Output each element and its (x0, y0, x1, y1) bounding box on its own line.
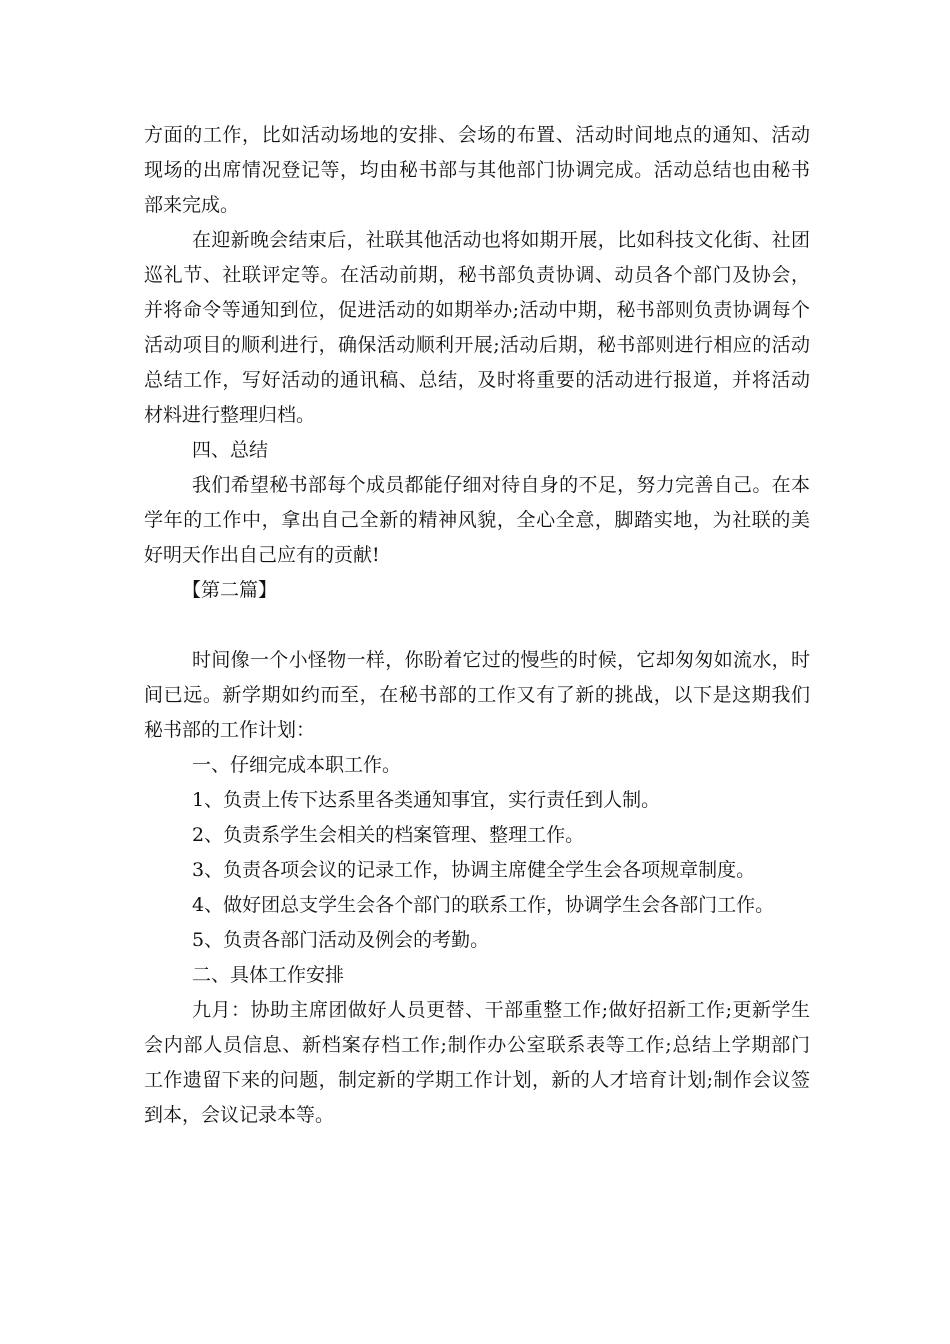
text-line: 会内部人员信息、新档案存档工作;制作办公室联系表等工作;总结上学期部门 (144, 1034, 810, 1056)
text-line: 材料进行整理归档。 (144, 404, 316, 426)
text-line: 二、具体工作安排 (192, 964, 345, 986)
text-line: 好明天作出自己应有的贡献! (144, 544, 380, 566)
section-heading (144, 958, 810, 993)
paragraph (144, 223, 810, 433)
text-line: 一、仔细完成本职工作。 (192, 754, 402, 776)
text-line: 活动项目的顺利进行，确保活动顺利开展;活动后期，秘书部则进行相应的活动 (144, 334, 810, 356)
text-line: 部来完成。 (144, 194, 240, 216)
text-line: 在迎新晚会结束后，社联其他活动也将如期开展，比如科技文化街、社团 (192, 229, 810, 251)
text-line: 到本，会议记录本等。 (144, 1104, 335, 1126)
text-line: 5、负责各部门活动及例会的考勤。 (192, 929, 490, 951)
text-line: 四、总结 (192, 439, 269, 461)
paragraph (144, 993, 810, 1133)
text-line: 并将命令等通知到位，促进活动的如期举办;活动中期，秘书部则负责协调每个 (144, 299, 810, 321)
text-line: 4、做好团总支学生会各个部门的联系工作，协调学生会各部门工作。 (192, 894, 775, 916)
text-line: 2、负责系学生会相关的档案管理、整理工作。 (192, 824, 585, 846)
text-line: 我们希望秘书部每个成员都能仔细对待自身的不足，努力完善自己。在本 (192, 474, 810, 496)
text-line: 时间像一个小怪物一样，你盼着它过的慢些的时候，它却匆匆如流水，时 (192, 649, 810, 671)
list-item (144, 818, 810, 853)
list-item (144, 888, 810, 923)
blank-line (144, 608, 810, 643)
text-line: 方面的工作，比如活动场地的安排、会场的布置、活动时间地点的通知、活动 (144, 124, 810, 146)
part-heading (144, 573, 810, 608)
text-line: 3、负责各项会议的记录工作，协调主席健全学生会各项规章制度。 (192, 859, 756, 881)
list-item (144, 853, 810, 888)
list-item (144, 923, 810, 958)
text-line: 巡礼节、社联评定等。在活动前期，秘书部负责协调、动员各个部门及协会， (144, 264, 810, 286)
paragraph (144, 118, 810, 223)
list-item (144, 783, 810, 818)
text-line: 秘书部的工作计划： (144, 719, 316, 741)
section-heading (144, 748, 810, 783)
paragraph (144, 468, 810, 573)
text-line: 九月：协助主席团做好人员更替、干部重整工作;做好招新工作;更新学生 (192, 999, 810, 1021)
paragraph (144, 643, 810, 748)
text-line: 【第二篇】 (182, 579, 278, 601)
text-line: 学年的工作中，拿出自己全新的精神风貌，全心全意，脚踏实地，为社联的美 (144, 509, 810, 531)
text-line: 工作遗留下来的问题，制定新的学期工作计划，新的人才培育计划;制作会议签 (144, 1069, 810, 1091)
text-line: 现场的出席情况登记等，均由秘书部与其他部门协调完成。活动总结也由秘书 (144, 159, 810, 181)
section-heading (144, 433, 810, 468)
text-line: 间已远。新学期如约而至，在秘书部的工作又有了新的挑战，以下是这期我们 (144, 684, 810, 706)
text-line: 总结工作，写好活动的通讯稿、总结，及时将重要的活动进行报道，并将活动 (144, 369, 810, 391)
text-line: 1、负责上传下达系里各类通知事宜，实行责任到人制。 (192, 789, 661, 811)
document-page (144, 118, 810, 1133)
